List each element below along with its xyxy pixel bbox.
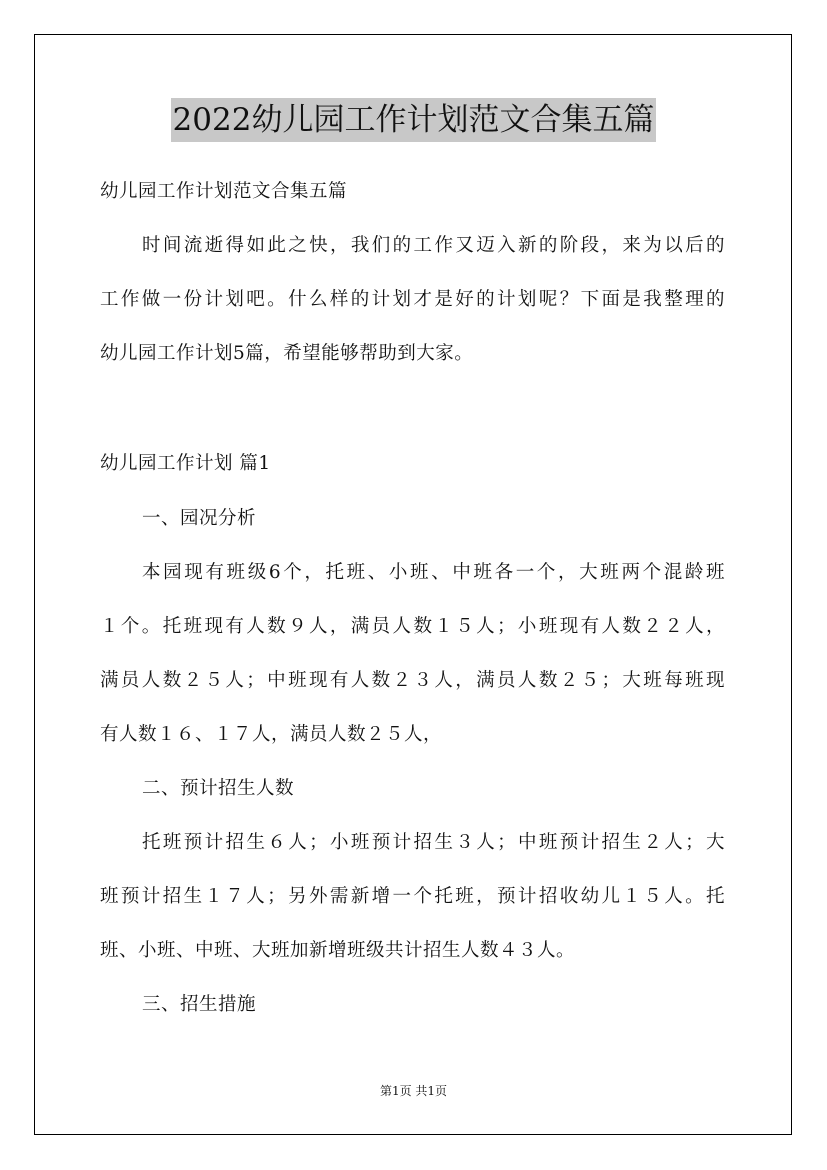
part2-line-3: 班、小班、中班、大班加新增班级共计招生人数４３人。 (100, 940, 576, 961)
part1-line-4: 有人数１６、１７人，满员人数２５人， (100, 724, 443, 745)
page-footer: 第1页 共1页 (379, 1084, 448, 1098)
part2-line-1: 托班预计招生６人；小班预计招生３人；中班预计招生２人；大 (142, 832, 725, 853)
document-subtitle: 幼儿园工作计划范文合集五篇 (100, 181, 348, 202)
document-title: 2022幼儿园工作计划范文合集五篇 (0, 98, 827, 142)
part2-line-2: 班预计招生１７人；另外需新增一个托班，预计招收幼儿１５人。托 (100, 886, 725, 907)
part2-heading: 二、预计招生人数 (142, 778, 295, 799)
intro-line-2: 工作做一份计划吧。什么样的计划才是好的计划呢？下面是我整理的 (100, 289, 725, 310)
part3-heading: 三、招生措施 (142, 994, 257, 1015)
part1-line-1: 本园现有班级6个，托班、小班、中班各一个，大班两个混龄班 (142, 562, 725, 583)
intro-line-1: 时间流逝得如此之快，我们的工作又迈入新的阶段，来为以后的 (142, 235, 725, 256)
part1-line-3: 满员人数２５人；中班现有人数２３人，满员人数２５；大班每班现 (100, 670, 725, 691)
part1-heading: 一、园况分析 (142, 508, 257, 529)
part1-line-2: １个。托班现有人数９人，满员人数１５人；小班现有人数２２人， (100, 616, 725, 637)
intro-line-3: 幼儿园工作计划5篇，希望能够帮助到大家。 (100, 343, 474, 364)
section-heading: 幼儿园工作计划 篇1 (100, 453, 271, 474)
